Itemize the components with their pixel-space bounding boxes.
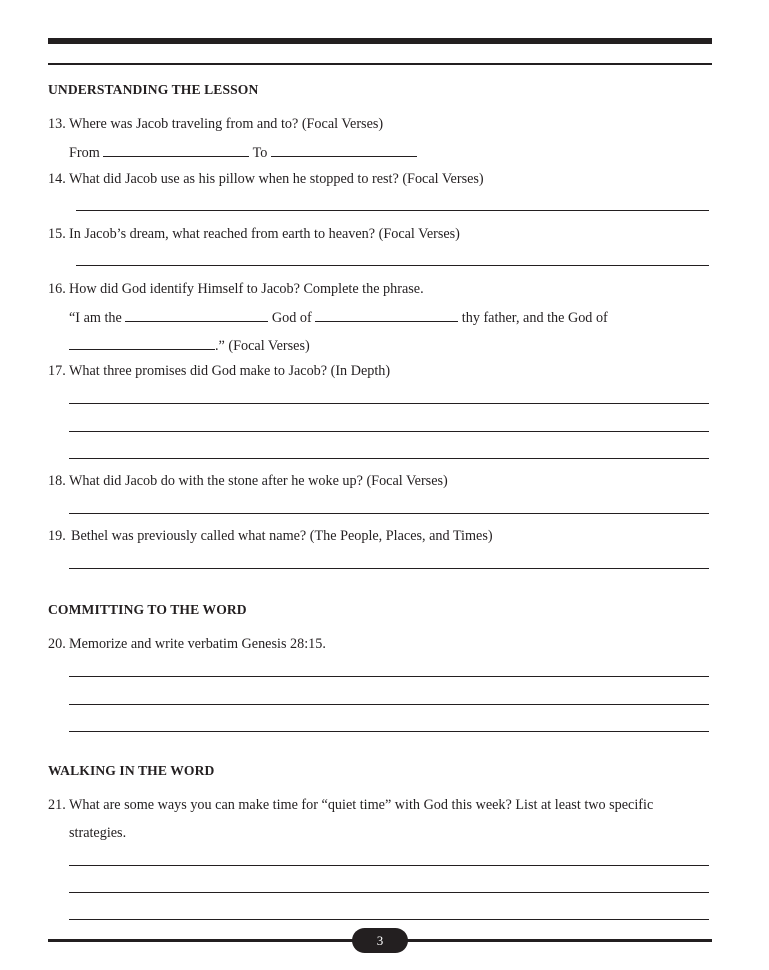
phrase-part-3: thy father, and the God of xyxy=(461,310,608,326)
phrase-part-4: .” (Focal Verses) xyxy=(215,338,310,354)
question-16 xyxy=(48,280,424,298)
header-rule-thick xyxy=(48,38,712,44)
question-text: What did Jacob do with the stone after he woke up? (Focal Verses) xyxy=(69,473,448,489)
answer-line[interactable] xyxy=(69,704,709,705)
phrase-blank-1[interactable] xyxy=(125,307,268,322)
question-13 xyxy=(48,115,383,133)
question-16-phrase-end xyxy=(69,335,310,355)
question-text: Where was Jacob traveling from and to? (Focal Verses) xyxy=(69,116,384,132)
section-heading-committing: COMMITTING TO THE WORD xyxy=(48,602,247,617)
from-answer-blank[interactable] xyxy=(103,142,249,157)
question-number: 19. xyxy=(48,528,66,544)
question-19 xyxy=(48,527,493,545)
question-16-phrase xyxy=(69,307,608,327)
answer-line[interactable] xyxy=(69,403,709,404)
question-text: In Jacob’s dream, what reached from earth to heaven? (Focal Verses) xyxy=(69,226,460,242)
phrase-blank-2[interactable] xyxy=(315,307,458,322)
from-label: From xyxy=(69,145,100,161)
answer-line[interactable] xyxy=(69,731,709,732)
question-text: What three promises did God make to Jacob? (In Depth) xyxy=(69,363,391,379)
to-answer-blank[interactable] xyxy=(271,142,417,157)
question-number: 20. xyxy=(48,636,66,652)
footer-rule-right xyxy=(402,939,712,942)
answer-line[interactable] xyxy=(69,513,709,514)
header-rule-thin xyxy=(48,63,712,65)
question-18 xyxy=(48,472,448,490)
question-20 xyxy=(48,635,326,653)
question-21-continued: strategies. xyxy=(69,825,127,841)
answer-line[interactable] xyxy=(69,919,709,920)
question-13-answer xyxy=(69,142,417,162)
answer-line[interactable] xyxy=(69,865,709,866)
question-number: 17. xyxy=(48,363,66,379)
answer-line[interactable] xyxy=(69,568,709,569)
question-text: What are some ways you can make time for “quiet time” with God this week? List at least two specific xyxy=(69,797,654,813)
answer-line[interactable] xyxy=(76,210,709,211)
phrase-blank-3[interactable] xyxy=(69,335,215,350)
question-17 xyxy=(48,362,390,380)
answer-line[interactable] xyxy=(69,892,709,893)
question-number: 13. xyxy=(48,116,66,132)
question-number: 21. xyxy=(48,797,66,813)
question-15 xyxy=(48,225,460,243)
question-text: What did Jacob use as his pillow when he stopped to rest? (Focal Verses) xyxy=(69,171,484,187)
question-text: Memorize and write verbatim Genesis 28:15. xyxy=(69,636,326,652)
answer-line[interactable] xyxy=(69,676,709,677)
phrase-part-1: “I am the xyxy=(69,310,122,326)
question-number: 14. xyxy=(48,171,66,187)
page-number-badge: 3 xyxy=(352,928,408,953)
to-label: To xyxy=(252,145,268,161)
question-text: Bethel was previously called what name? (The People, Places, and Times) xyxy=(71,528,493,544)
question-14 xyxy=(48,170,484,188)
phrase-part-2: God of xyxy=(271,310,312,326)
question-21 xyxy=(48,796,653,814)
question-number: 16. xyxy=(48,281,66,297)
answer-line[interactable] xyxy=(76,265,709,266)
footer-rule-left xyxy=(48,939,358,942)
answer-line[interactable] xyxy=(69,431,709,432)
question-number: 15. xyxy=(48,226,66,242)
question-text: How did God identify Himself to Jacob? Complete the phrase. xyxy=(69,281,424,297)
question-number: 18. xyxy=(48,473,66,489)
section-heading-understanding: UNDERSTANDING THE LESSON xyxy=(48,82,259,97)
answer-line[interactable] xyxy=(69,458,709,459)
section-heading-walking: WALKING IN THE WORD xyxy=(48,763,215,778)
